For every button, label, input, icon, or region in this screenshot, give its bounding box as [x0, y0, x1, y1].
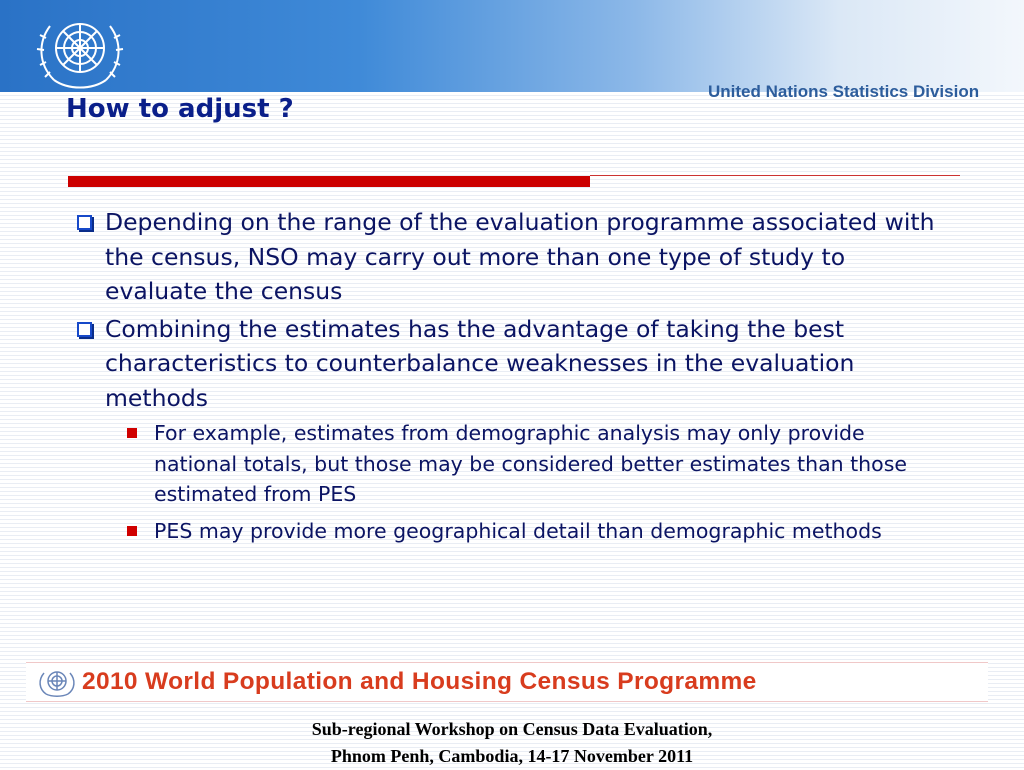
un-emblem-small-icon: [34, 667, 80, 697]
bullet-item: [72, 312, 952, 416]
square-bullet-icon: [127, 526, 137, 536]
header-band: [0, 0, 1024, 92]
sub-bullet-item: [122, 516, 952, 547]
footer-line-2: Phnom Penh, Cambodia, 14-17 November 2011: [330, 746, 694, 766]
square-bullet-icon: [127, 428, 137, 438]
checkbox-bullet-icon: [77, 322, 92, 337]
bullet-text: Combining the estimates has the advantage of taking the best characteristics to counterbalance weaknesses in the evaluation methods: [105, 314, 855, 412]
banner-text: 2010 World Population and Housing Census Programme: [82, 668, 757, 695]
bullet-text: Depending on the range of the evaluation programme associated with the census, NSO may carry out more than one type of study to evaluate the census: [105, 208, 935, 305]
footer: [0, 716, 1024, 770]
title-underline-thin: [590, 175, 960, 176]
checkbox-bullet-icon: [77, 215, 92, 230]
sub-bullet-item: [122, 418, 952, 510]
sub-bullet-text: For example, estimates from demographic analysis may only provide national totals, but those may be considered better estimates than those estimated from PES: [154, 421, 908, 506]
footer-line-1: Sub-regional Workshop on Census Data Evaluation,: [311, 719, 713, 739]
slide-content: [72, 205, 952, 552]
division-title: United Nations Statistics Division: [708, 82, 980, 101]
slide-title: How to adjust ?: [66, 94, 294, 124]
bullet-item: [72, 205, 952, 309]
sub-bullet-text: PES may provide more geographical detail than demographic methods: [154, 518, 882, 543]
census-programme-banner: [26, 662, 988, 702]
un-emblem-icon: [28, 8, 132, 100]
title-underline-bar: [68, 176, 590, 187]
